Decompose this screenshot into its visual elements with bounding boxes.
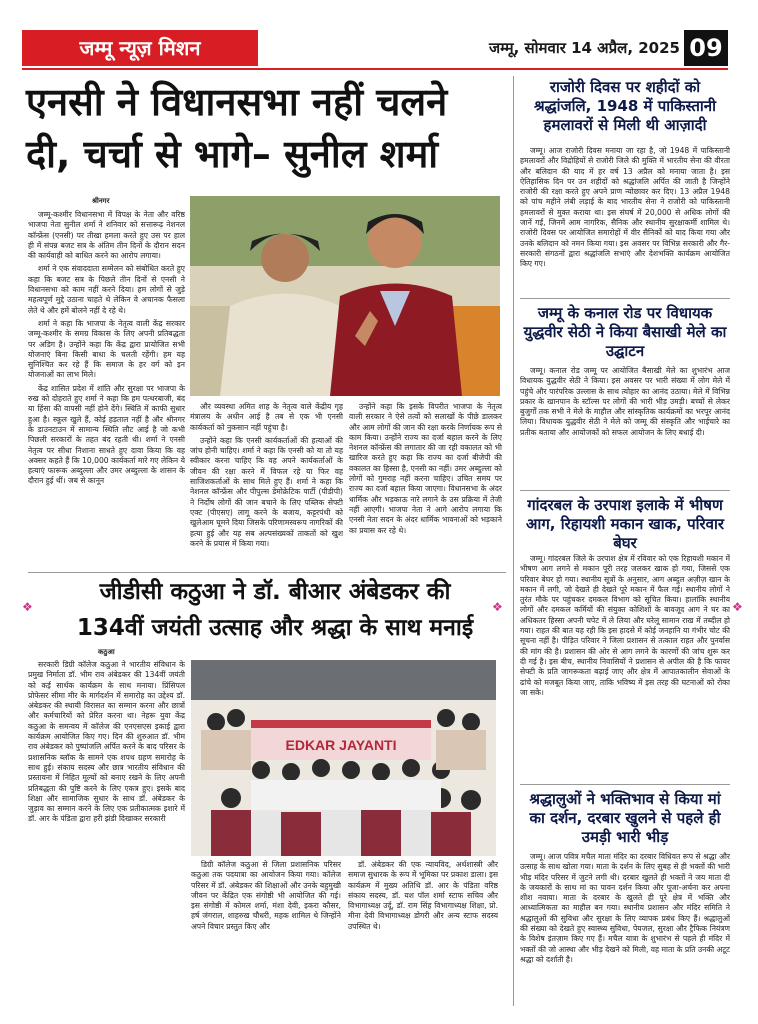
side-story4-body [520, 852, 730, 1012]
story-divider [520, 784, 730, 785]
issue-date: जम्मू, सोमवार 14 अप्रैल, 2025 [488, 39, 680, 57]
paragraph: जम्मू। आज राजोरी दिवस मनाया जा रहा है, जो 1948 में पाकिस्तानी हमलावरों और विद्रोहियों से राजोरी जिले की मुक्ति में भारतीय सेना की वीरता और बलिदान की याद में हर वर्ष 13 अप्रैल को मनाया जाता है। इस ऐतिहासिक दिन पर उन शहीदों को श्रद्धांजलि अर्पित की जाती है जिन्होंने राजोरी की रक्षा करते हुए अपने प्राण न्योछावर कर दिए। 13 अप्रैल 1948 को पांच महीने लंबी लड़ाई के बाद भारतीय सेना ने राजोरी को पाकिस्तानी हमलावरों से मुक्त कराया था। इस संघर्ष में 20,000 से अधिक लोगों की जानें गईं, जिनमें आम नागरिक, सैनिक और स्थानीय सुरक्षाकर्मी शामिल थे। राजोरी दिवस पर आयोजित समारोहों में वीर सैनिकों को याद किया गया और उनके बलिदान को नमन किया गया। इस अवसर पर विभिन्न सरकारी और गैर-सरकारी संगठनों द्वारा श्रद्धांजलि सभाएं और देशभक्ति कार्यक्रम आयोजित किए गए। [520, 146, 730, 269]
main-story-col3 [349, 402, 502, 568]
main-story-col1 [28, 210, 185, 568]
mid-story-col2 [191, 860, 341, 1010]
masthead-rule [22, 68, 728, 70]
column-divider [513, 76, 514, 1006]
paragraph: उन्होंने कहा कि इसके विपरीत भाजपा के नेतृत्व वाली सरकार ने ऐसे तत्वों को सलाखों के पीछे डालकर और आम लोगों की जान की रक्षा करके निर्णायक रूप से काम किया। उन्होंने राज्य का दर्जा बहाल करने के लिए नेशनल कॉन्फ्रेंस की लगातार की जा रही वकालत को भी खारिज करते हुए कहा कि राज्य का दर्जा बीजेपी की वकालत का हिस्सा है, एनसी का नहीं। उमर अब्दुल्ला को लोगों को गुमराह नहीं करना चाहिए। उचित समय पर राज्य का दर्जा बहाल किया जाएगा। विधानसभा के अंदर धार्मिक और भड़काऊ नारे लगाने के उस प्रक्रिया में तेजी नहीं आएगी। भाजपा नेता ने आगे आरोप लगाया कि एनसी नेता सदन के अंदर धार्मिक भावनाओं को भड़काने का प्रयास कर रहे थे। [349, 402, 502, 535]
mid-headline [60, 574, 490, 646]
photo-two-men [190, 196, 500, 396]
main-story-dateline: श्रीनगर [92, 197, 110, 205]
main-headline-line1: एनसी ने विधानसभा नहीं चलने [26, 80, 448, 124]
mid-headline-line1: जीडीसी कठुआ ने डॉ. बीआर अंबेडकर की [99, 579, 451, 605]
paragraph: शर्मा ने एक संवाददाता सम्मेलन को संबोधित करते हुए कहा कि बजट सत्र के पिछले तीन दिनों से एनसी ने विधानसभा को काम नहीं करने दिया। हम लोगों से जुड़े महत्वपूर्ण मुद्दे उठाना चाहते थे लेकिन वे अचानक फैसला लेते थे और हमें बोलने नहीं दे रहे थे। [28, 264, 185, 315]
main-headline [26, 76, 504, 180]
paragraph: और व्यवस्था अमित शाह के नेतृत्व वाले केंद्रीय गृह मंत्रालय के अधीन आई है तब से एक भी एनसी कार्यकर्ता को नुकसान नहीं पहुंचा है। [190, 402, 343, 432]
paragraph: जम्मू-कश्मीर विधानसभा में विपक्ष के नेता और वरिष्ठ भाजपा नेता सुनील शर्मा ने शनिवार को सत्तारूढ़ नेशनल कॉन्फ्रेंस (एनसी) पर तीखा हमला करते हुए उस पर हाल ही में संपन्न बजट सत्र के अंतिम तीन दिनों के दौरान सदन की कार्यवाही को बाधित करने का आरोप लगाया। [28, 210, 185, 261]
side-story3-headline: गांदरबल के उरपाश इलाके में भीषण आग, रिहायशी मकान खाक, परिवार बेघर [526, 496, 724, 552]
paragraph: जम्मू। गांदरबल जिले के उरपाश क्षेत्र में रविवार को एक रिहायशी मकान में भीषण आग लगने से मकान पूरी तरह जलकर खाक हो गया, जिससे एक परिवार बेघर हो गया। स्थानीय सूत्रों के अनुसार, आग अब्दुल अज़ीज़ खान के मकान में लगी, जो देखते ही देखते पूरे मकान में फैल गई। स्थानीय लोगों ने तुरंत मौके पर पहुंचकर दमकल विभाग को सूचित किया। हालांकि स्थानीय लोगों और दमकल कर्मियों की संयुक्त कोशिशों के बावजूद आग ने घर का अधिकतर हिस्सा अपनी चपेट में ले लिया और घरेलू सामान राख में तब्दील हो गया। राहत की बात यह रही कि इस हादसे में कोई जनहानि या गंभीर चोट की सूचना नहीं है। पीड़ित परिवार ने जिला प्रशासन से तत्काल राहत और पुनर्वास की मांग की है। प्रशासन की ओर से आग लगने के कारणों की जांच शुरू कर दी गई है। इस बीच, स्थानीय निवासियों ने प्रशासन से अपील की है कि फायर सेफ्टी के प्रति जागरूकता बढ़ाई जाए और क्षेत्र में आपातकालीन सेवाओं के ढांचे को मजबूत किया जाए, ताकि भविष्य में इस तरह की घटनाओं को रोका जा सके। [520, 554, 730, 697]
paragraph: डिग्री कॉलेज कठुआ से जिला प्रशासनिक परिसर कठुआ तक पदयात्रा का आयोजन किया गया। कॉलेज परिसर में डॉ. अंबेडकर की शिक्षाओं और उनके बहुमुखी जीवन पर केंद्रित एक संगोष्ठी भी आयोजित की गई। इस संगोष्ठी में कोमल शर्मा, मंशा देवी, इकरा कौसर, हर्ष जंगराल, शाहरुख चौधरी, महक शामिल थे जिन्होंने अपने विचार प्रस्तुत किए और [191, 860, 341, 931]
paragraph: डॉ. अंबेडकर की एक न्यायविद, अर्थशास्त्री और समाज सुधारक के रूप में भूमिका पर प्रकाश डाला। इस कार्यक्रम में मुख्य अतिथि डॉ. आर के पंडिता वरिष्ठ संकाय सदस्य, डॉ. यश पॉल शर्मा स्टाफ सचिव और विभागाध्यक्ष उर्दू, डॉ. राम सिंह विभागाध्यक्ष शिक्षा, प्रो. मीना देवी विभागाध्यक्ष डोगरी और अन्य स्टाफ सदस्य उपस्थित थे। [348, 860, 498, 931]
paragraph: जम्मू। कनाल रोड जम्मू पर आयोजित बैसाखी मेले का शुभारंभ आज विधायक युद्धवीर सेठी ने किया। इस अवसर पर भारी संख्या में लोग मेले में पहुंचे और पारंपरिक उल्लास के साथ त्योहार का आनंद उठाया। मेले में विभिन्न प्रकार के खानपान के स्टॉल्स पर लोगों की भारी भीड़ उमड़ी। बच्चों से लेकर बुजुर्गों तक सभी ने मेले के माहौल और सांस्कृतिक कार्यक्रमों का भरपूर आनंद लिया। विधायक युद्धवीर सेठी ने मेले को जम्मू की संस्कृति और भाईचारे का प्रतीक बताया और आयोजकों को सफल आयोजन के लिए बधाई दी। [520, 366, 730, 437]
masthead-title: जम्मू न्यूज़ मिशन [22, 30, 258, 66]
mid-story-col3 [348, 860, 498, 1010]
ornament-icon: ❖ [732, 600, 743, 614]
paragraph: केंद्र शासित प्रदेश में शांति और सुरक्षा पर भाजपा के रुख को दोहराते हुए शर्मा ने कहा कि हम पत्थरबाजी, बंद या हिंसा की वापसी नहीं होने देंगे। स्थिति में काफी सुधार हुआ है। स्कूल खुले हैं, कोई हड़ताल नहीं है और श्रीनगर के डाउनटाउन में सामान्य स्थिति लौट आई है जो कभी पिछली सरकारों के तहत बंद रहती थी। शर्मा ने एनसी नेतृत्व पर सीधा निशाना साधते हुए दावा किया कि वह अक्सर कहते हैं कि 10,000 कार्यकर्ता मारे गए लेकिन ये हत्याएं फारूक अब्दुल्ला और उमर अब्दुल्ला के शासन के दौरान हुई थीं। जब से कानून [28, 383, 185, 486]
side-story2-body [520, 366, 730, 486]
mid-headline-line2: 134वीं जयंती उत्साह और श्रद्धा के साथ मनाई [76, 615, 474, 641]
banner-text: EDKAR JAYANTI [285, 737, 397, 753]
paragraph: शर्मा ने कहा कि भाजपा के नेतृत्व वाली केंद्र सरकार जम्मू-कश्मीर के समग्र विकास के लिए अपनी प्रतिबद्धता पर अडिग है। उन्होंने कहा कि केंद्र द्वारा प्रायोजित सभी योजनाएं बिना किसी बाधा के चलती रहेंगी। हम यह सुनिश्चित कर रहे हैं कि समाज के हर वर्ग को इन योजनाओं का लाभ मिले। [28, 318, 185, 380]
side-story4-headline: श्रद्धालुओं ने भक्तिभाव से किया मां का दर्शन, दरबार खुलने से पहले ही उमड़ी भारी भीड़ [529, 790, 721, 846]
paragraph: उन्होंने कहा कि एनसी कार्यकर्ताओं की हत्याओं की जांच होनी चाहिए। शर्मा ने कहा कि एनसी को या तो यह स्वीकार करना चाहिए कि वह अपने कार्यकर्ताओं के जीवन की रक्षा करने में विफल रहे या फिर वह साजिशकर्ताओं के साथ मिले हुए हैं। शर्मा ने कहा कि नेशनल कॉन्फ्रेंस और पीपुल्स डेमोक्रेटिक पार्टी (पीडीपी) ने निर्दोष लोगों की जान बचाने के लिए पब्लिक सेफ्टी एक्ट (पीएसए) लागू करने के बजाय, कट्टरपंथी को खुलेआम घूमने दिया जिसके परिणामस्वरूप नागरिकों की हत्या हुई और यह सब अल्पसंख्यकों ताकतों को खुश करने के प्रयास में किया गया। [190, 435, 343, 548]
main-headline-line2: दी, चर्चा से भागे– सुनील शर्मा [26, 132, 439, 176]
story-divider [28, 572, 506, 573]
main-story-photo [190, 196, 500, 396]
mid-story-col1 [28, 660, 185, 1010]
photo-group-event [191, 660, 496, 856]
side-story1-headline: राजोरी दिवस पर शहीदों को श्रद्धांजलि, 1948 में पाकिस्तानी हमलावरों से मिली थी आज़ादी [533, 78, 717, 134]
ornament-icon: ❖ [22, 600, 33, 614]
ornament-icon: ❖ [492, 600, 503, 614]
main-story-col2 [190, 402, 343, 568]
paragraph: सरकारी डिग्री कॉलेज कठुआ ने भारतीय संविधान के प्रमुख निर्माता डॉ. भीम राव अंबेडकर की 134वीं जयंती को कई सार्थक कार्यक्रम के साथ मनाया। प्रिंसिपल प्रोफेसर सीमा मीर के मार्गदर्शन में समारोह का उद्देश्य डॉ. अंबेडकर की स्थायी विरासत का सम्मान करना और छात्रों और कर्मचारियों को प्रेरित करना था। नेहरू युवा केंद्र कठुआ के समन्वय में कॉलेज की एनएसएस इकाई द्वारा कार्यक्रम आयोजित किए गए। दिन की शुरुआत डॉ. भीम राव अंबेडकर को पुष्पांजलि अर्पित करने के बाद परिसर के प्रशासनिक ब्लॉक के सामने एक शपथ ग्रहण समारोह के साथ हुई। संकाय सदस्य और छात्र भारतीय संविधान की प्रस्तावना में निहित मूल्यों को बनाए रखने के लिए अपनी प्रतिबद्धता की पुष्टि करने के लिए एकत्र हुए। इसके बाद शिक्षा और सामाजिक सुधार के साथ डॉ. अंबेडकर के जुड़ाव का सम्मान करने के लिए एक प्रतीकात्मक इशारे में डॉ. आर के पंडिता द्वारा हरी झंडी दिखाकर सरकारी [28, 660, 185, 824]
page-number: 09 [684, 30, 728, 66]
side-story1-body [520, 146, 730, 294]
paragraph: जम्मू। आज पवित्र मचैल माता मंदिर का दरबार विधिवत रूप से श्रद्धा और उत्साह के साथ खोला गया। माता के दर्शन के लिए सुबह से ही भक्तों की भारी भीड़ मंदिर परिसर में जुटने लगी थी। दरबार खुलते ही भक्तों ने जय माता दी के जयकारों के साथ मां का पावन दर्शन किया और पूजा-अर्चना कर अपना शीश नवाया। माता के दरबार के खुलते ही पूरे क्षेत्र में भक्ति और आध्यात्मिकता का माहौल बन गया। स्थानीय प्रशासन और मंदिर समिति ने श्रद्धालुओं की सुविधा और सुरक्षा के लिए व्यापक प्रबंध किए हैं। श्रद्धालुओं की संख्या को देखते हुए स्वास्थ्य सुविधा, पेयजल, सुरक्षा और ट्रैफिक नियंत्रण के विशेष इंतज़ाम किए गए हैं। मचैल यात्रा के शुभारंभ से पहले ही मंदिर में भक्तों की जो आस्था और भीड़ देखने को मिली, वह माता के प्रति उनकी अटूट श्रद्धा को दर्शाती है। [520, 852, 730, 964]
story-divider [520, 490, 730, 491]
side-story3-body [520, 554, 730, 780]
story-divider [520, 298, 730, 299]
side-story2-headline: जम्मू के कनाल रोड पर विधायक युद्धवीर सेठी ने किया बैसाखी मेले का उद्घाटन [523, 304, 727, 360]
mid-story-photo [191, 660, 496, 856]
mid-story-dateline: कठुआ [98, 648, 115, 656]
